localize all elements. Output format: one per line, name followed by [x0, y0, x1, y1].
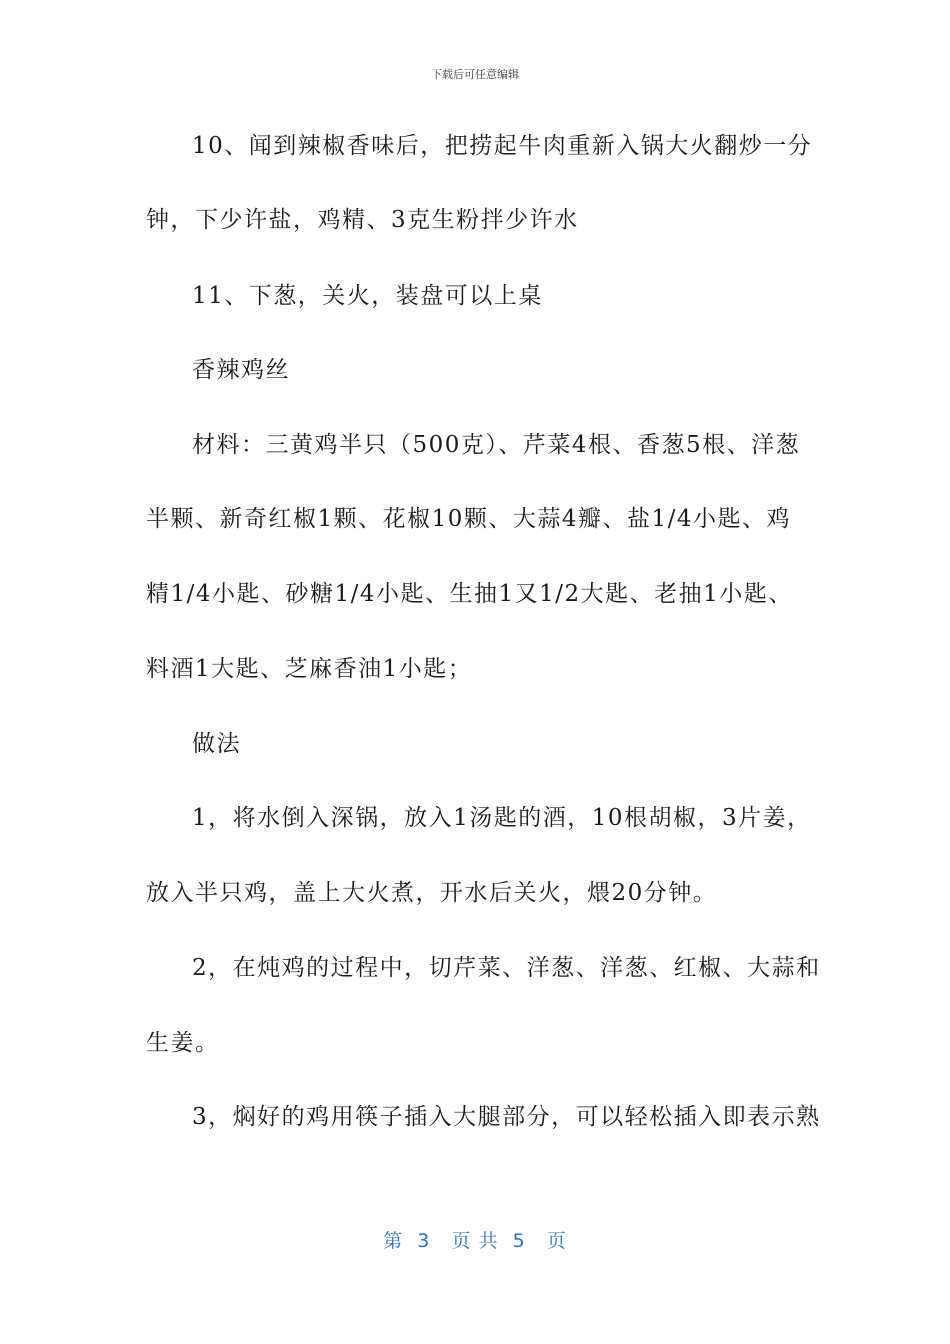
section-heading: 香辣鸡丝	[192, 357, 290, 383]
text-line: 3，焖好的鸡用筷子插入大腿部分，可以轻松插入即表示熟	[192, 1104, 821, 1130]
header-note: 下载后可任意编辑	[431, 68, 519, 81]
text-line: 钟，下少许盐，鸡精、3克生粉拌少许水	[146, 207, 579, 233]
text-line: 放入半只鸡，盖上大火煮，开水后关火，煨20分钟。	[146, 880, 718, 906]
text-line: 半颗、新奇红椒1颗、花椒10颗、大蒜4瓣、盐1/4小匙、鸡	[146, 506, 792, 532]
page-footer	[0, 1226, 950, 1253]
text-line: 10、闻到辣椒香味后，把捞起牛肉重新入锅大火翻炒一分	[192, 133, 813, 159]
text-line: 11、下葱，关火，装盘可以上桌	[192, 283, 543, 309]
page-number: 第 3 页 共 5 页	[383, 1230, 567, 1252]
text-line: 料酒1大匙、芝麻香油1小匙；	[146, 656, 473, 682]
text-line: 生姜。	[146, 1030, 220, 1056]
text-line: 精1/4小匙、砂糖1/4小匙、生抽1又1/2大匙、老抽1小匙、	[146, 581, 793, 607]
text-line: 材料：三黄鸡半只（500克）、芹菜4根、香葱5根、洋葱	[192, 432, 801, 458]
method-heading: 做法	[192, 731, 241, 757]
text-line: 2，在炖鸡的过程中，切芹菜、洋葱、洋葱、红椒、大蒜和	[192, 955, 821, 981]
text-line: 1，将水倒入深锅，放入1汤匙的酒，10根胡椒，3片姜，	[192, 805, 812, 831]
